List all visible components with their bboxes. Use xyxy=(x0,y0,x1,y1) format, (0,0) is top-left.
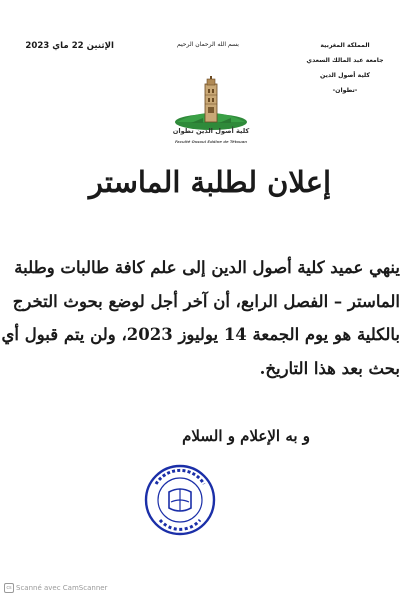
institution-line-city: -تطوان- xyxy=(332,87,358,94)
faculty-stamp-icon xyxy=(142,462,218,538)
closing-formula: و به الإعلام و السلام xyxy=(182,427,310,445)
scanner-note: Scanné avec CamScanner xyxy=(16,584,108,592)
institution-header xyxy=(285,38,405,98)
institution-line-faculty: كلية أصول الدين xyxy=(320,72,370,79)
scanner-watermark xyxy=(4,583,107,593)
basmala: بسم الله الرحمان الرحيم xyxy=(177,41,239,48)
announcement-line: بحث بعد هذا التاريخ. xyxy=(259,358,400,378)
logo-arabic-name: كلية أصول الدين تطوان xyxy=(172,127,250,135)
camscanner-icon: cs xyxy=(4,583,14,593)
institution-line-university: جامعة عبد المالك السعدي xyxy=(306,57,384,64)
announcement-line: ينهي عميد كلية أصول الدين إلى علم كافة طالبات وطلبة xyxy=(14,258,400,277)
announcement-body xyxy=(1,251,400,385)
logo-latin-name: Faculté Ossoul Eddine de Tétouan xyxy=(175,139,247,144)
document-date: الإثنين 22 ماي 2023 xyxy=(25,41,114,51)
institution-line-kingdom: المملكة المغربية xyxy=(320,42,370,49)
mosque-minaret-logo-icon xyxy=(163,76,259,148)
announcement-title: إعلان لطلبة الماستر xyxy=(88,165,332,199)
announcement-line: بالكلية هو يوم الجمعة 14 يوليوز 2023، ولن يتم قبول أي xyxy=(1,325,400,344)
announcement-line: الماستر – الفصل الرابع، أن آخر أجل لوضع بحوث التخرج xyxy=(12,291,400,311)
